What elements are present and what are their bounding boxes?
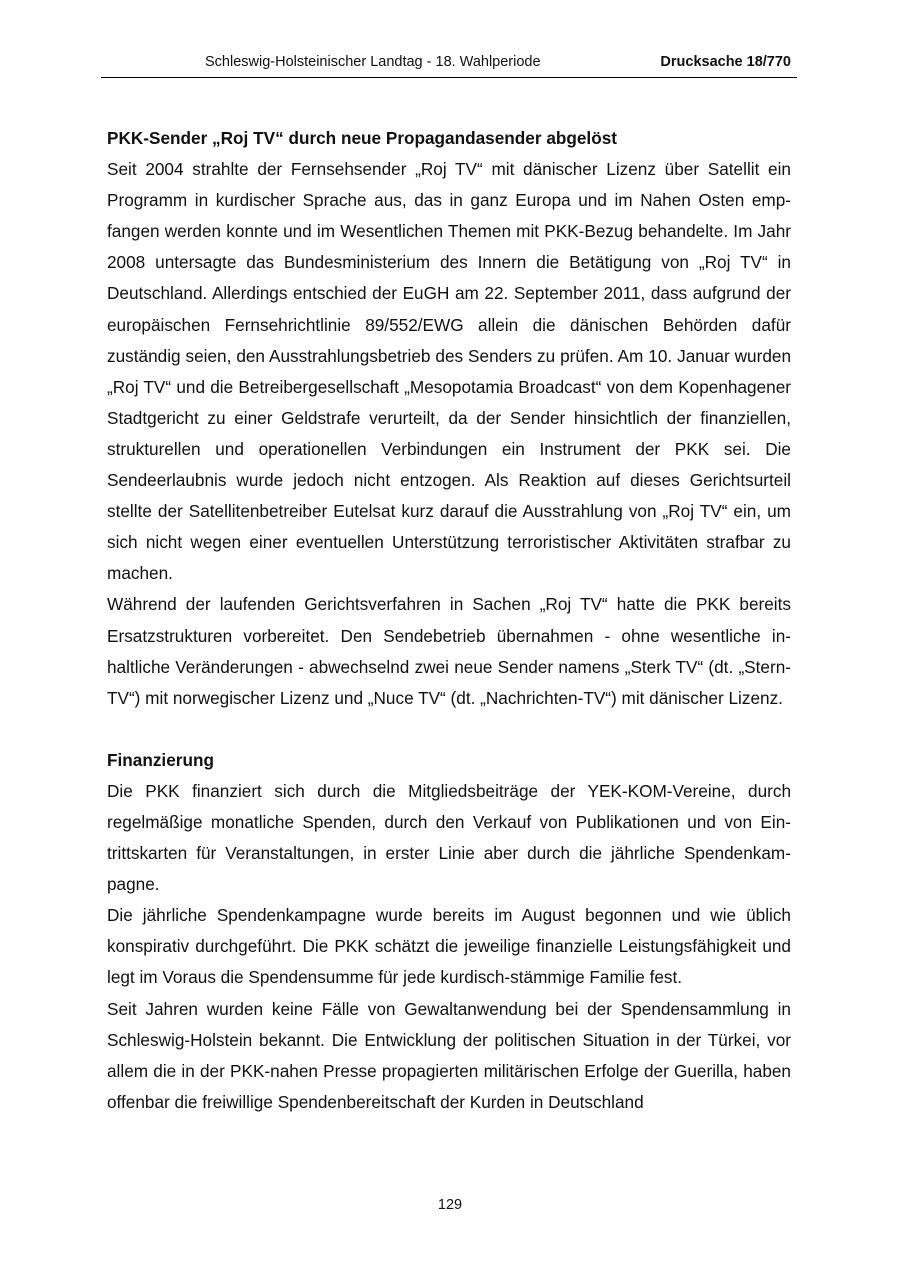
section-heading: Finanzierung	[107, 749, 214, 770]
header-drucksache: Drucksache 18/770	[660, 54, 791, 70]
paragraph: Während der laufenden Gerichtsverfahren in Sachen „Roj TV“ hatte die PKK bereits Ersatzstrukturen vorbereitet. Den Sendebetrieb übernahmen - ohne wesentliche inhaltliche Veränderungen - abwechselnd zwei neue Sender namens „Sterk TV“ (dt. „Stern-TV“) mit norwegischer Lizenz und „Nuce TV“ (dt. „Nachrichten-TV“) mit dänischer Lizenz.	[107, 594, 791, 708]
page-header	[101, 53, 797, 78]
paragraph: Seit Jahren wurden keine Fälle von Gewaltanwendung bei der Spendensammlung in Schleswig-Holstein bekannt. Die Entwicklung der politischen Situation in der Türkei, vor allem die in der PKK-nahen Presse propagierten militärischen Erfolge der Guerilla, haben offenbar die freiwillige Spendenbereitschaft der Kurden in Deutschland	[107, 998, 791, 1112]
document-body	[107, 123, 791, 1118]
page-number: 129	[437, 1197, 463, 1213]
paragraph: Die PKK finanziert sich durch die Mitgliedsbeiträge der YEK-KOM-Vereine, durch regelmäßige monatliche Spenden, durch den Verkauf von Publikationen und von Eintrittskarten für Veranstaltungen, in erster Linie aber durch die jährliche Spendenkampagne.	[107, 780, 791, 895]
paragraph: Seit 2004 strahlte der Fernsehsender „Roj TV“ mit dänischer Lizenz über Satellit ein Programm in kurdischer Sprache aus, das in ganz Europa und im Nahen Osten empfangen werden konnte und im Wesentlichen Themen mit PKK-Bezug behandelte. Im Jahr 2008 untersagte das Bundesministerium des Innern die Betätigung von „Roj TV“ in Deutschland. Allerdings entschied der EuGH am 22. September 2011, dass aufgrund der europäischen Fernsehrichtlinie 89/552/EWG allein die dänischen Behörden dafür zuständig seien, den Ausstrahlungsbetrieb des Senders zu prüfen. Am 10. Januar wurden „Roj TV“ und die Betreibergesellschaft „Mesopotamia Broadcast“ von dem Kopenhagener Stadtgericht zu einer Geldstrafe verurteilt, da der Sender hinsichtlich der finanziellen, strukturellen und operationellen Verbindungen ein Instrument der PKK sei. Die Sendeerlaubnis wurde jedoch nicht entzogen. Als Reaktion auf dieses Gerichtsurteil stellte der Satellitenbetreiber Eutelsat kurz darauf die Ausstrahlung von „Roj TV“ ein, um sich nicht wegen einer eventuellen Unterstützung terroristischer Aktivitäten strafbar zu machen.	[107, 159, 791, 584]
header-title: Schleswig-Holsteinischer Landtag - 18. Wahlperiode	[205, 54, 541, 70]
paragraph: Die jährliche Spendenkampagne wurde bereits im August begonnen und wie üblich konspirativ durchgeführt. Die PKK schätzt die jeweilige finanzielle Leistungsfähigkeit und legt im Voraus die Spendensumme für jede kurdisch-stämmige Familie fest.	[107, 905, 791, 988]
section-heading: PKK-Sender „Roj TV“ durch neue Propagandasender abgelöst	[107, 128, 617, 148]
section-roj-tv	[107, 123, 791, 714]
section-gap	[107, 714, 791, 745]
section-finanzierung	[107, 745, 791, 1118]
